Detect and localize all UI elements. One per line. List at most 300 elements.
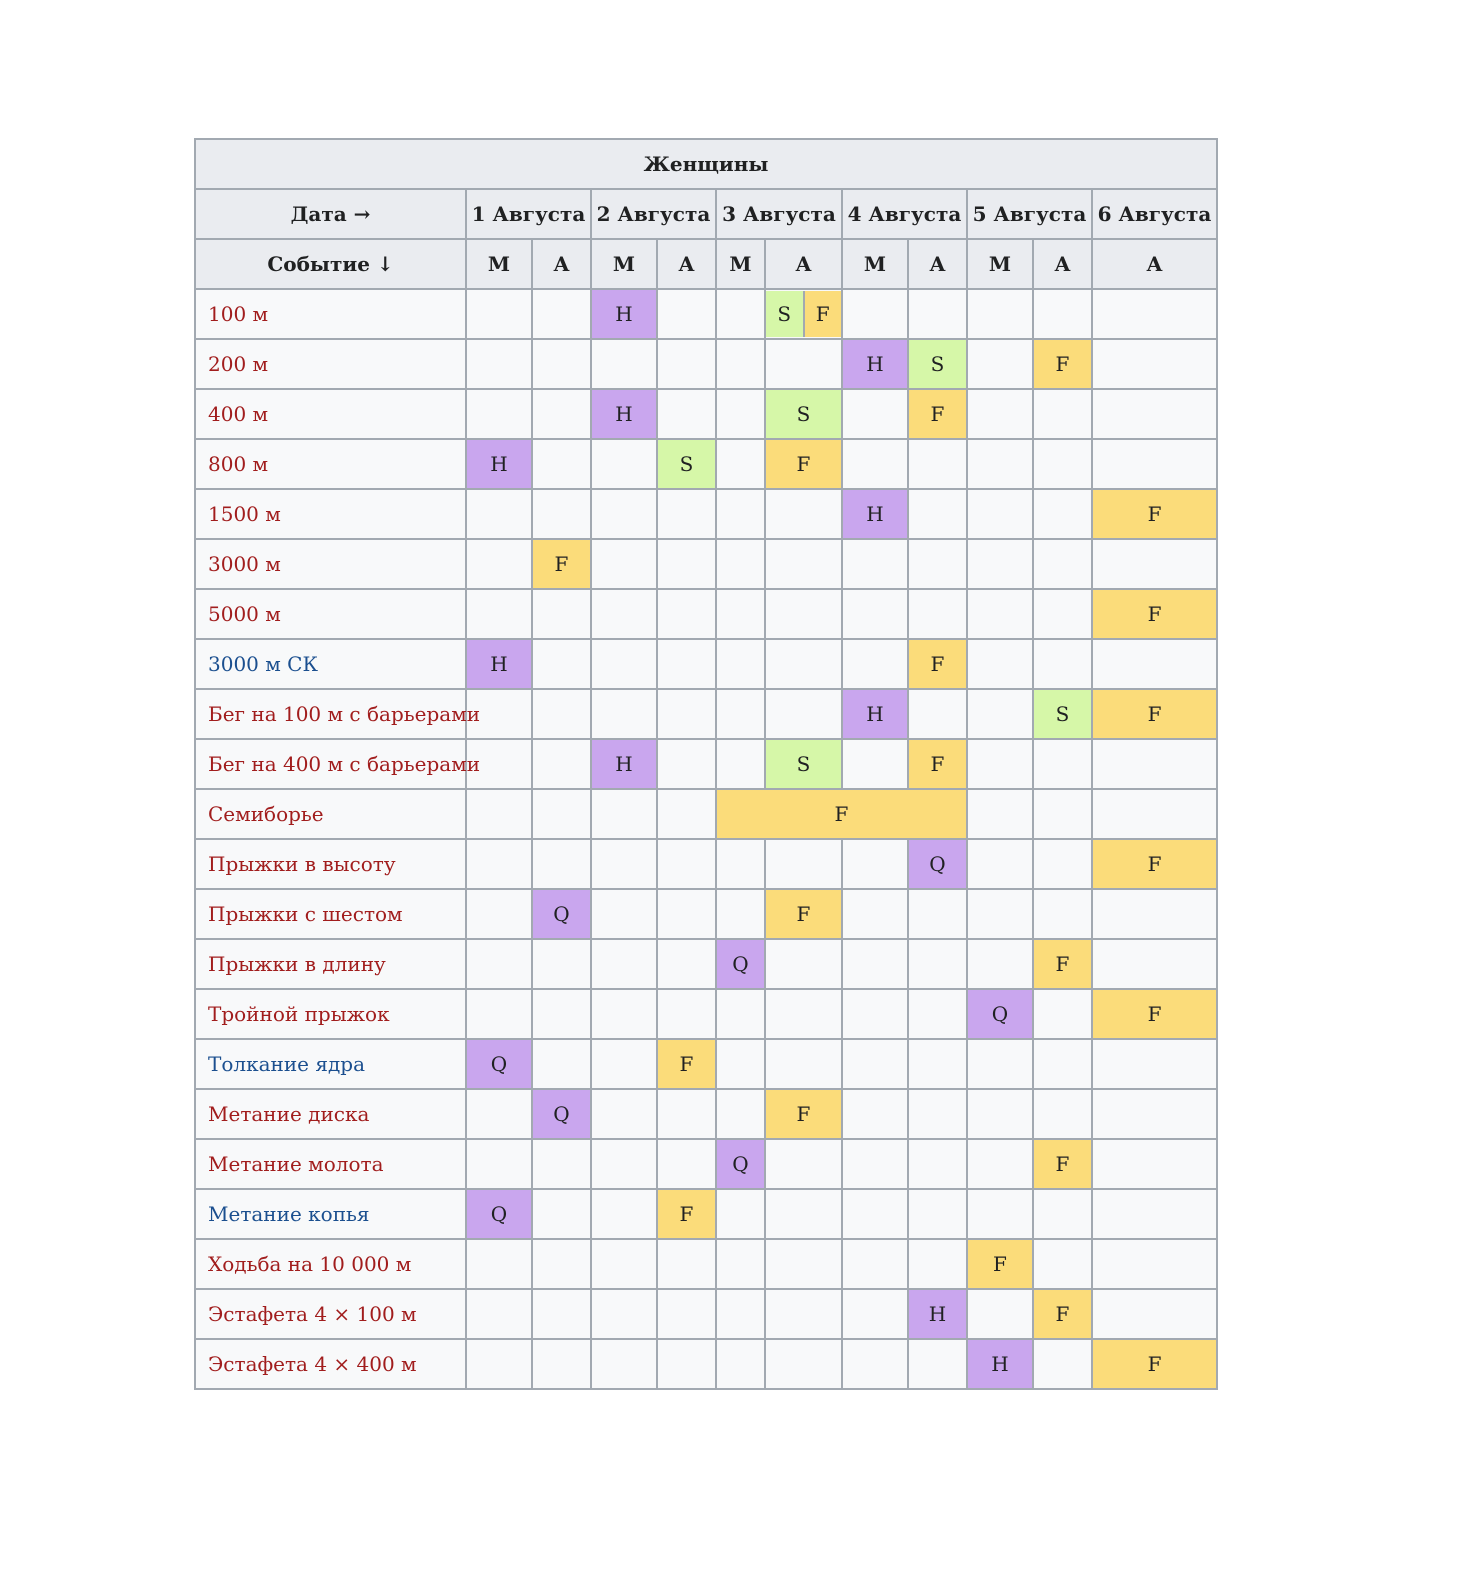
table-row (195, 289, 1217, 339)
table-row (195, 1239, 1217, 1289)
session-cell (765, 489, 842, 539)
session-cell (842, 1189, 908, 1239)
phase-badge-s: S (1033, 689, 1092, 739)
session-cell (657, 339, 716, 389)
session-cell (967, 1189, 1033, 1239)
session-cell (591, 439, 657, 489)
session-cell (1033, 1339, 1092, 1389)
session-cell (532, 989, 591, 1039)
session-cell (532, 489, 591, 539)
session-cell (908, 589, 967, 639)
session-cell (657, 589, 716, 639)
session-cell (466, 389, 532, 439)
session-cell (716, 839, 765, 889)
session-cell (842, 1039, 908, 1089)
session-cell (967, 1289, 1033, 1339)
session-cell (716, 539, 765, 589)
session-cell (908, 1239, 967, 1289)
session-cell (716, 989, 765, 1039)
session-cell (466, 339, 532, 389)
session-cell (1092, 339, 1217, 389)
session-cell (591, 1189, 657, 1239)
session-cell (908, 1139, 967, 1189)
table-row (195, 439, 1217, 489)
session-cell (1033, 439, 1092, 489)
session-cell (466, 289, 532, 339)
session-cell (591, 1239, 657, 1289)
session-morning-header: М (591, 239, 657, 289)
session-cell (842, 1089, 908, 1139)
session-cell (532, 1289, 591, 1339)
session-cell (1092, 389, 1217, 439)
event-name-link[interactable]: Эстафета 4 × 100 м (195, 1289, 466, 1339)
session-cell (716, 639, 765, 689)
phase-badge-s: S (908, 339, 967, 389)
session-cell (657, 1239, 716, 1289)
session-cell (591, 1339, 657, 1389)
session-cell (591, 539, 657, 589)
session-cell (967, 339, 1033, 389)
session-cell (1092, 789, 1217, 839)
session-cell (532, 1339, 591, 1389)
phase-badge-q: Q (466, 1189, 532, 1239)
table-row (195, 589, 1217, 639)
phase-badge-f: F (1092, 989, 1217, 1039)
session-cell (765, 289, 842, 339)
phase-badge-f: F (765, 1089, 842, 1139)
date-column-header: 5 Августа (967, 189, 1092, 239)
session-cell (657, 789, 716, 839)
session-cell (1092, 1189, 1217, 1239)
session-cell (967, 389, 1033, 439)
phase-badge-f: F (1092, 589, 1217, 639)
session-cell (657, 1289, 716, 1339)
event-name-link[interactable]: Толкание ядра (195, 1039, 466, 1089)
schedule-table (194, 138, 1218, 1390)
session-cell (842, 539, 908, 589)
session-cell (466, 1339, 532, 1389)
event-name-link[interactable]: 200 м (195, 339, 466, 389)
session-cell (1033, 589, 1092, 639)
phase-badge-f: F (1092, 489, 1217, 539)
session-cell (716, 889, 765, 939)
session-cell (532, 639, 591, 689)
session-cell (1092, 1239, 1217, 1289)
event-name-link[interactable]: Прыжки с шестом (195, 889, 466, 939)
event-header: Событие ↓ (195, 239, 466, 289)
session-cell (1033, 1039, 1092, 1089)
event-name-link[interactable]: 400 м (195, 389, 466, 439)
session-cell (765, 989, 842, 1039)
phase-badge-h: H (466, 639, 532, 689)
phase-badge-h: H (908, 1289, 967, 1339)
phase-badge-q: Q (716, 1139, 765, 1189)
event-name-link[interactable]: Прыжки в высоту (195, 839, 466, 889)
session-cell (1033, 989, 1092, 1039)
session-cell (466, 789, 532, 839)
session-cell (842, 639, 908, 689)
event-name-link[interactable]: Прыжки в длину (195, 939, 466, 989)
session-cell (967, 639, 1033, 689)
table-row (195, 789, 1217, 839)
session-cell (967, 739, 1033, 789)
phase-badge-f: F (908, 389, 967, 439)
session-cell (657, 489, 716, 539)
table-row (195, 389, 1217, 439)
session-morning-header: М (967, 239, 1033, 289)
table-row (195, 1089, 1217, 1139)
session-cell (716, 1289, 765, 1339)
phase-badge-f: F (967, 1239, 1033, 1289)
session-cell (591, 1139, 657, 1189)
table-row (195, 989, 1217, 1039)
session-cell (466, 939, 532, 989)
session-cell (1033, 789, 1092, 839)
session-cell (657, 539, 716, 589)
session-cell (967, 839, 1033, 889)
session-cell (532, 739, 591, 789)
table-row (195, 739, 1217, 789)
phase-badge-f: F (1033, 1289, 1092, 1339)
session-cell (532, 589, 591, 639)
event-name-link[interactable]: Эстафета 4 × 400 м (195, 1339, 466, 1389)
session-cell (657, 639, 716, 689)
session-cell (765, 589, 842, 639)
event-name-link[interactable]: Бег на 400 м с барьерами (195, 739, 466, 789)
phase-badge-h: H (842, 339, 908, 389)
session-cell (466, 1239, 532, 1289)
phase-badge-s: S (657, 439, 716, 489)
session-cell (1033, 889, 1092, 939)
table-row (195, 689, 1217, 739)
session-cell (532, 1039, 591, 1089)
phase-badge-f: F (1092, 1339, 1217, 1389)
session-cell (466, 539, 532, 589)
session-cell (1033, 289, 1092, 339)
session-cell (842, 1139, 908, 1189)
session-cell (842, 989, 908, 1039)
event-name-link[interactable]: Ходьба на 10 000 м (195, 1239, 466, 1289)
phase-badge-q: Q (716, 939, 765, 989)
phase-badge-s: S (765, 389, 842, 439)
session-cell (908, 1339, 967, 1389)
session-cell (532, 1239, 591, 1289)
table-row (195, 1289, 1217, 1339)
session-cell (532, 1189, 591, 1239)
session-cell (908, 539, 967, 589)
session-cell (842, 739, 908, 789)
session-cell (1092, 1139, 1217, 1189)
session-cell (466, 839, 532, 889)
phase-badge-f: F (908, 639, 967, 689)
session-cell (967, 439, 1033, 489)
date-header: Дата → (195, 189, 466, 239)
session-cell (1092, 539, 1217, 589)
table-row (195, 1139, 1217, 1189)
session-cell (591, 839, 657, 889)
session-cell (716, 439, 765, 489)
session-cell (716, 289, 765, 339)
date-column-header: 6 Августа (1092, 189, 1217, 239)
session-cell (716, 1239, 765, 1289)
session-cell (842, 939, 908, 989)
phase-badge-h: H (842, 489, 908, 539)
table-row (195, 1339, 1217, 1389)
event-name-link[interactable]: 800 м (195, 439, 466, 489)
session-morning-header: М (842, 239, 908, 289)
table-row (195, 1039, 1217, 1089)
session-cell (765, 1139, 842, 1189)
session-cell (967, 289, 1033, 339)
phase-badge-f: F (1033, 339, 1092, 389)
phase-badge-f: F (1033, 939, 1092, 989)
session-cell (765, 339, 842, 389)
session-cell (657, 389, 716, 439)
session-cell (591, 1089, 657, 1139)
session-cell (842, 1339, 908, 1389)
session-cell (657, 289, 716, 339)
session-cell (967, 939, 1033, 989)
session-cell (532, 439, 591, 489)
session-cell (1033, 1189, 1092, 1239)
session-cell (765, 839, 842, 889)
session-cell (908, 1189, 967, 1239)
session-afternoon-header: А (1092, 239, 1217, 289)
session-cell (765, 1189, 842, 1239)
table-caption: Женщины (195, 139, 1217, 189)
session-cell (657, 839, 716, 889)
session-cell (765, 939, 842, 989)
session-cell (591, 639, 657, 689)
session-afternoon-header: А (532, 239, 591, 289)
table-row (195, 889, 1217, 939)
session-cell (1092, 439, 1217, 489)
phase-badge-q: Q (967, 989, 1033, 1039)
session-afternoon-header: А (657, 239, 716, 289)
session-cell (908, 989, 967, 1039)
phase-badge-f: F (1033, 1139, 1092, 1189)
session-cell (657, 739, 716, 789)
session-cell (842, 839, 908, 889)
session-cell (842, 439, 908, 489)
session-cell (908, 1089, 967, 1139)
session-cell (591, 339, 657, 389)
event-name-link[interactable]: 1500 м (195, 489, 466, 539)
session-cell (1092, 639, 1217, 689)
phase-badge-f: F (1092, 689, 1217, 739)
event-name-link[interactable]: 3000 м (195, 539, 466, 589)
session-cell (1092, 1039, 1217, 1089)
session-cell (716, 339, 765, 389)
phase-badge-f: F (765, 439, 842, 489)
session-cell (1033, 639, 1092, 689)
event-name-link[interactable]: Семиборье (195, 789, 466, 839)
session-cell (908, 689, 967, 739)
table-row (195, 489, 1217, 539)
session-cell (657, 1339, 716, 1389)
session-afternoon-header: А (908, 239, 967, 289)
session-cell (842, 589, 908, 639)
session-cell (657, 939, 716, 989)
session-cell (1092, 289, 1217, 339)
session-cell (1033, 739, 1092, 789)
session-cell (842, 389, 908, 439)
session-cell (591, 1289, 657, 1339)
phase-badge-s: S (766, 291, 805, 337)
session-cell (1092, 739, 1217, 789)
session-cell (908, 889, 967, 939)
session-cell (967, 789, 1033, 839)
phase-badge-s: S (765, 739, 842, 789)
session-cell (657, 1089, 716, 1139)
session-cell (765, 1339, 842, 1389)
session-cell (765, 1289, 842, 1339)
session-cell (842, 1289, 908, 1339)
session-cell (716, 689, 765, 739)
session-cell (591, 689, 657, 739)
session-cell (466, 489, 532, 539)
table-row (195, 639, 1217, 689)
session-cell (765, 1239, 842, 1289)
session-cell (466, 589, 532, 639)
session-cell (967, 589, 1033, 639)
event-name-link[interactable]: Метание молота (195, 1139, 466, 1189)
phase-badge-q: Q (466, 1039, 532, 1089)
session-cell (466, 1139, 532, 1189)
session-cell (466, 989, 532, 1039)
session-cell (1033, 389, 1092, 439)
session-cell (466, 1289, 532, 1339)
session-cell (908, 489, 967, 539)
phase-badge-f: F (805, 291, 842, 337)
session-cell (1092, 889, 1217, 939)
event-name-link[interactable]: Бег на 100 м с барьерами (195, 689, 466, 739)
session-cell (967, 889, 1033, 939)
session-cell (657, 689, 716, 739)
date-column-header: 1 Августа (466, 189, 591, 239)
session-cell (1033, 489, 1092, 539)
session-cell (657, 1139, 716, 1189)
session-cell (1092, 1089, 1217, 1139)
session-morning-header: М (716, 239, 765, 289)
session-cell (466, 1089, 532, 1139)
event-name-link[interactable]: 5000 м (195, 589, 466, 639)
session-cell (532, 689, 591, 739)
session-cell (967, 1039, 1033, 1089)
phase-badge-q: Q (532, 1089, 591, 1139)
session-cell (765, 689, 842, 739)
phase-badge-h: H (967, 1339, 1033, 1389)
session-cell (591, 889, 657, 939)
session-cell (657, 989, 716, 1039)
session-cell (591, 1039, 657, 1089)
session-cell (716, 739, 765, 789)
phase-badge-f: F (657, 1189, 716, 1239)
session-cell (765, 539, 842, 589)
phase-badge-h: H (466, 439, 532, 489)
session-cell (1033, 1089, 1092, 1139)
session-cell (591, 989, 657, 1039)
event-name-link[interactable]: 100 м (195, 289, 466, 339)
session-cell (532, 789, 591, 839)
phase-badge-h: H (591, 389, 657, 439)
session-cell (842, 1239, 908, 1289)
session-cell (716, 489, 765, 539)
session-cell (657, 889, 716, 939)
phase-badge-h: H (591, 289, 657, 339)
session-cell (967, 689, 1033, 739)
session-cell (967, 539, 1033, 589)
session-cell (466, 889, 532, 939)
table-row (195, 339, 1217, 389)
session-cell (716, 389, 765, 439)
phase-badge-q: Q (908, 839, 967, 889)
session-cell (716, 1089, 765, 1139)
session-cell (842, 889, 908, 939)
event-name-link[interactable]: Метание диска (195, 1089, 466, 1139)
date-column-header: 3 Августа (716, 189, 842, 239)
event-name-link[interactable]: Метание копья (195, 1189, 466, 1239)
session-cell (532, 339, 591, 389)
phase-badge-f: F (532, 539, 591, 589)
session-cell (532, 1139, 591, 1189)
phase-badge-h: H (591, 739, 657, 789)
session-cell (716, 1039, 765, 1089)
session-cell (967, 1139, 1033, 1189)
session-cell (591, 489, 657, 539)
session-cell (1033, 539, 1092, 589)
session-cell (1033, 1239, 1092, 1289)
session-cell (765, 1039, 842, 1089)
session-cell (842, 289, 908, 339)
event-name-link[interactable]: 3000 м СК (195, 639, 466, 689)
session-cell (908, 1039, 967, 1089)
table-row (195, 939, 1217, 989)
session-morning-header: М (466, 239, 532, 289)
session-cell (908, 289, 967, 339)
phase-badge-f: F (908, 739, 967, 789)
session-cell (716, 1339, 765, 1389)
session-cell (1092, 939, 1217, 989)
table-row (195, 1189, 1217, 1239)
session-afternoon-header: А (765, 239, 842, 289)
table-row (195, 539, 1217, 589)
session-cell (591, 589, 657, 639)
session-cell (591, 789, 657, 839)
session-afternoon-header: А (1033, 239, 1092, 289)
session-cell (532, 389, 591, 439)
session-cell (908, 439, 967, 489)
session-cell (765, 639, 842, 689)
session-cell (1033, 839, 1092, 889)
phase-badge-f: F (765, 889, 842, 939)
session-cell (532, 839, 591, 889)
date-column-header: 2 Августа (591, 189, 716, 239)
session-cell (967, 489, 1033, 539)
event-name-link[interactable]: Тройной прыжок (195, 989, 466, 1039)
session-cell (716, 589, 765, 639)
phase-badge-q: Q (532, 889, 591, 939)
session-cell (908, 939, 967, 989)
session-cell (532, 289, 591, 339)
session-cell (967, 1089, 1033, 1139)
phase-badge-f: F (657, 1039, 716, 1089)
table-row (195, 839, 1217, 889)
session-cell (591, 939, 657, 989)
phase-badge-f: F (716, 789, 967, 839)
phase-badge-h: H (842, 689, 908, 739)
session-cell (716, 1189, 765, 1239)
